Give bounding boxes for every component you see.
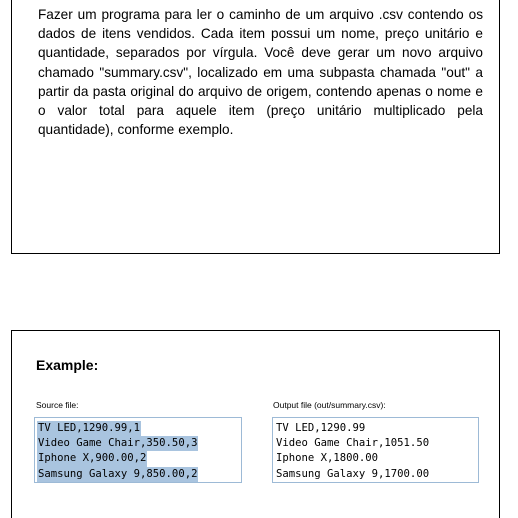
source-file-content[interactable] <box>34 417 242 483</box>
source-line <box>35 421 241 436</box>
description-paragraph: Fazer um programa para ler o caminho de um arquivo .csv contendo os dados de itens vendidos. Cada item possui um nome, preço unitário e quantidade, separados por vírgula. Você deve gerar um novo arquivo chamado "summary.csv", localizado em uma subpasta chamada "out" a partir da pasta original do arquivo de origem, contendo apenas o nome e o valor total para aquele item (preço unitário multiplicado pela quantidade), conforme exemplo. <box>38 7 483 138</box>
description-panel <box>11 0 500 254</box>
source-file-label: Source file: <box>36 400 79 410</box>
output-file-label: Output file (out/summary.csv): <box>273 400 386 410</box>
output-line-text: Samsung Galaxy 9,1700.00 <box>276 467 430 480</box>
source-line-text: Samsung Galaxy 9,850.00,2 <box>37 467 198 482</box>
output-file-content[interactable] <box>272 417 479 483</box>
source-line-text: Iphone X,900.00,2 <box>37 451 147 466</box>
source-line <box>35 467 241 482</box>
output-line-text: Video Game Chair,1051.50 <box>276 437 430 450</box>
source-line <box>35 436 241 451</box>
output-line <box>273 421 478 436</box>
example-title: Example: <box>36 357 99 373</box>
output-line-text: TV LED,1290.99 <box>276 422 366 434</box>
output-line <box>273 436 478 451</box>
output-line-text: Iphone X,1800.00 <box>276 452 379 465</box>
example-panel <box>11 330 500 518</box>
source-line <box>35 451 241 466</box>
output-line <box>273 467 478 482</box>
output-line <box>273 451 478 466</box>
source-line-text: TV LED,1290.99,1 <box>37 421 141 436</box>
source-line-text: Video Game Chair,350.50,3 <box>37 436 198 451</box>
